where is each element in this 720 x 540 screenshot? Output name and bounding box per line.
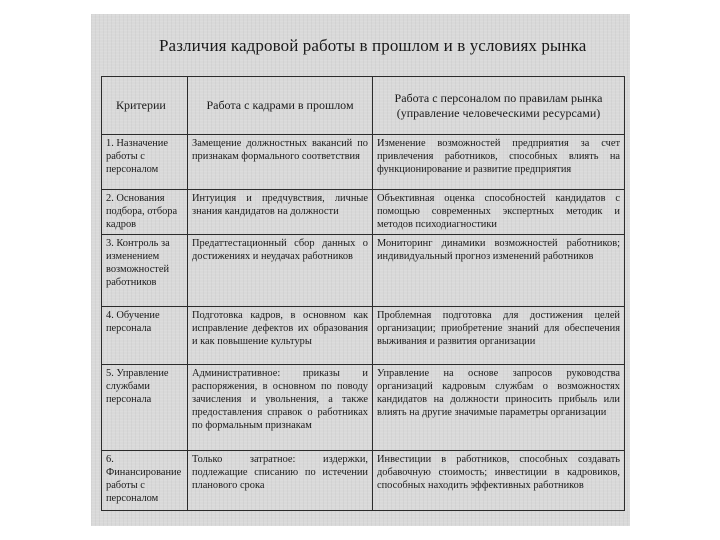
past-cell: Административное: приказы и распоряжения, в основном по поводу зачисления и увольнения, а также предоставления справок о работниках по формальным признакам — [188, 365, 373, 451]
past-cell: Подготовка кадров, в основном как исправление дефектов их образования и как повышение культуры — [188, 307, 373, 365]
criterion-cell: 2. Основания подбора, отбора кадров — [102, 190, 188, 235]
criterion-cell: 3. Контроль за изменением возможностей работников — [102, 235, 188, 307]
table-row — [102, 135, 625, 190]
past-cell: Предаттестационный сбор данных о достижениях и неудачах работников — [188, 235, 373, 307]
criterion-cell: 6. Финансирование работы с персоналом — [102, 451, 188, 511]
header-past: Работа с кадрами в прошлом — [188, 77, 373, 135]
table-row — [102, 365, 625, 451]
market-cell: Проблемная подготовка для достижения целей организации; приобретение знаний для обеспечения выживания и развития организации — [373, 307, 625, 365]
scanned-page — [91, 14, 630, 526]
criterion-cell: 1. Назначение работы с персоналом — [102, 135, 188, 190]
table-row — [102, 190, 625, 235]
page-title: Различия кадровой работы в прошлом и в условиях рынка — [159, 36, 587, 55]
past-cell: Интуиция и предчувствия, личные знания кандидатов на должности — [188, 190, 373, 235]
table-row — [102, 235, 625, 307]
past-cell: Только затратное: издержки, подлежащие списанию по истечении планового срока — [188, 451, 373, 511]
criterion-cell: 5. Управление службами персонала — [102, 365, 188, 451]
past-cell: Замещение должностных вакансий по признакам формального соответствия — [188, 135, 373, 190]
comparison-table — [101, 76, 625, 511]
header-criteria: Критерии — [102, 77, 188, 135]
market-cell: Управление на основе запросов руководства организаций кадровым службам о возможностях кандидатов на должности приносить прибыль или влиять на другие значимые параметры организации — [373, 365, 625, 451]
market-cell: Инвестиции в работников, способных создавать добавочную стоимость; инвестиции в кадровиков, способных находить эффективных работников — [373, 451, 625, 511]
criterion-cell: 4. Обучение персонала — [102, 307, 188, 365]
table-header-row — [102, 77, 625, 135]
market-cell: Мониторинг динамики возможностей работников; индивидуальный прогноз изменений работников — [373, 235, 625, 307]
table-row — [102, 307, 625, 365]
market-cell: Изменение возможностей предприятия за счет привлечения работников, способных влиять на функционирование и развитие предприятия — [373, 135, 625, 190]
header-market: Работа с персоналом по правилам рынка (управление человеческими ресурсами) — [373, 77, 625, 135]
table-row — [102, 451, 625, 511]
market-cell: Объективная оценка способностей кандидатов с помощью современных экспертных методик и методов психодиагностики — [373, 190, 625, 235]
